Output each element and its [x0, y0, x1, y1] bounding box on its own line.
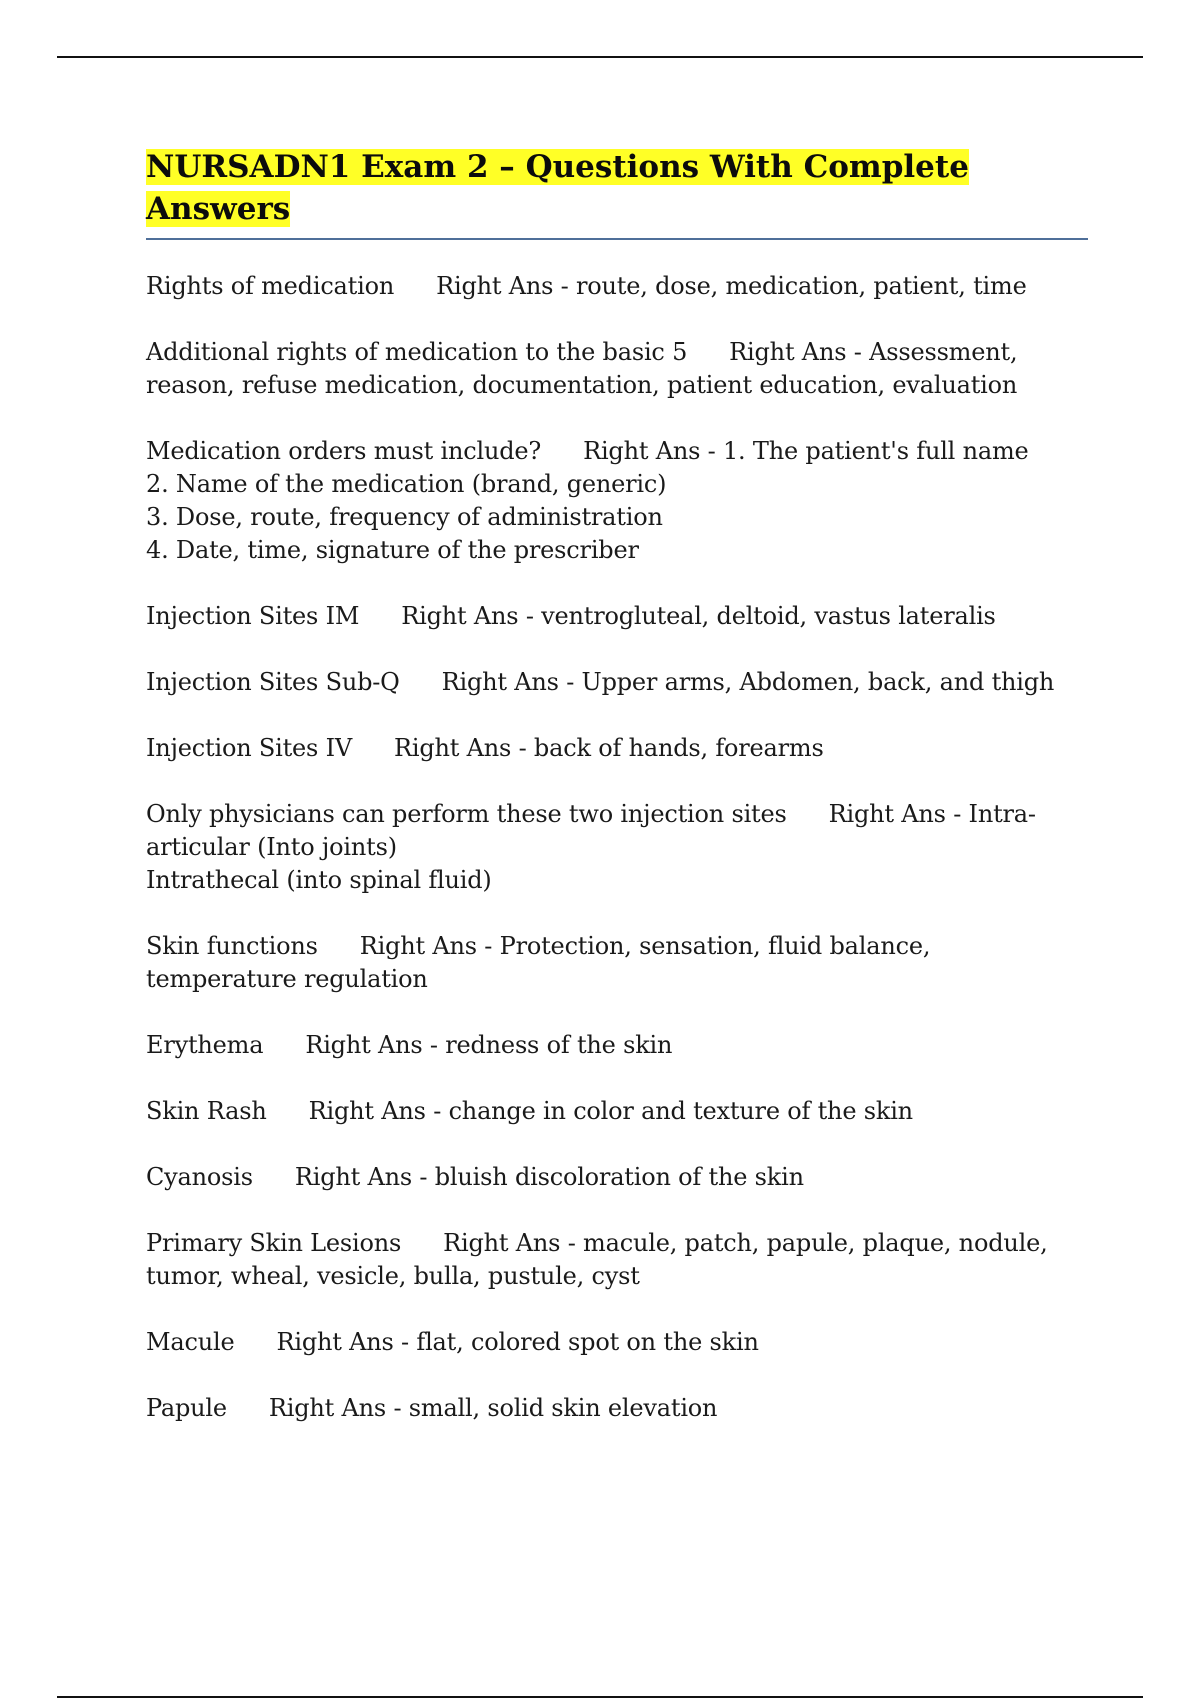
question-text: Skin functions: [146, 932, 318, 960]
question-text: Medication orders must include?: [146, 437, 542, 465]
qa-item: [146, 930, 1088, 996]
page-bottom-rule: [57, 1696, 1143, 1698]
question-text: Macule: [146, 1328, 235, 1356]
question-text: Primary Skin Lesions: [146, 1229, 402, 1257]
answer-text: Right Ans - redness of the skin: [305, 1031, 673, 1059]
answer-text: Right Ans - change in color and texture of the skin: [308, 1097, 913, 1125]
answer-text: Right Ans - back of hands, forearms: [394, 734, 824, 762]
question-text: Erythema: [146, 1031, 264, 1059]
title-highlight: NURSADN1 Exam 2 – Questions With Complete Answers: [146, 149, 969, 227]
question-text: Injection Sites IM: [146, 602, 360, 630]
answer-text: Right Ans - small, solid skin elevation: [268, 1394, 718, 1422]
question-text: Papule: [146, 1394, 227, 1422]
answer-text: Right Ans - Intra-articular (Into joints) Intrathecal (into spinal fluid): [146, 800, 1036, 894]
qa-item: [146, 336, 1088, 402]
answer-text: Right Ans - 1. The patient's full name 2. Name of the medication (brand, generic) 3. Dose, route, frequency of administration 4. Date, time, signature of the prescriber: [146, 437, 1029, 564]
qa-item: [146, 1029, 1088, 1062]
question-text: Injection Sites Sub-Q: [146, 668, 400, 696]
question-text: Cyanosis: [146, 1163, 253, 1191]
answer-text: Right Ans - flat, colored spot on the skin: [276, 1328, 759, 1356]
answer-text: Right Ans - ventrogluteal, deltoid, vastus lateralis: [401, 602, 996, 630]
qa-item: [146, 1227, 1088, 1293]
qa-item: [146, 1392, 1088, 1425]
page-top-rule: [57, 56, 1143, 58]
qa-item: [146, 270, 1088, 303]
page-title: [146, 146, 1088, 230]
answer-text: Right Ans - Protection, sensation, fluid balance, temperature regulation: [146, 932, 931, 993]
question-text: Injection Sites IV: [146, 734, 353, 762]
question-text: Rights of medication: [146, 272, 395, 300]
answer-text: Right Ans - route, dose, medication, patient, time: [436, 272, 1027, 300]
qa-item: [146, 666, 1088, 699]
answer-text: Right Ans - macule, patch, papule, plaque, nodule, tumor, wheal, vesicle, bulla, pustule, cyst: [146, 1229, 1048, 1290]
answer-text: Right Ans - Upper arms, Abdomen, back, and thigh: [441, 668, 1055, 696]
question-text: Additional rights of medication to the basic 5: [146, 338, 688, 366]
answer-text: Right Ans - bluish discoloration of the skin: [294, 1163, 804, 1191]
qa-item: [146, 1326, 1088, 1359]
question-text: Only physicians can perform these two injection sites: [146, 800, 787, 828]
qa-item: [146, 1161, 1088, 1194]
qa-list: [146, 270, 1088, 1458]
qa-item: [146, 798, 1088, 897]
answer-text: Right Ans - Assessment, reason, refuse medication, documentation, patient education, evaluation: [146, 338, 1018, 399]
question-text: Skin Rash: [146, 1097, 267, 1125]
qa-item: [146, 732, 1088, 765]
qa-item: [146, 1095, 1088, 1128]
title-block: [146, 146, 1088, 240]
qa-item: [146, 435, 1088, 567]
qa-item: [146, 600, 1088, 633]
